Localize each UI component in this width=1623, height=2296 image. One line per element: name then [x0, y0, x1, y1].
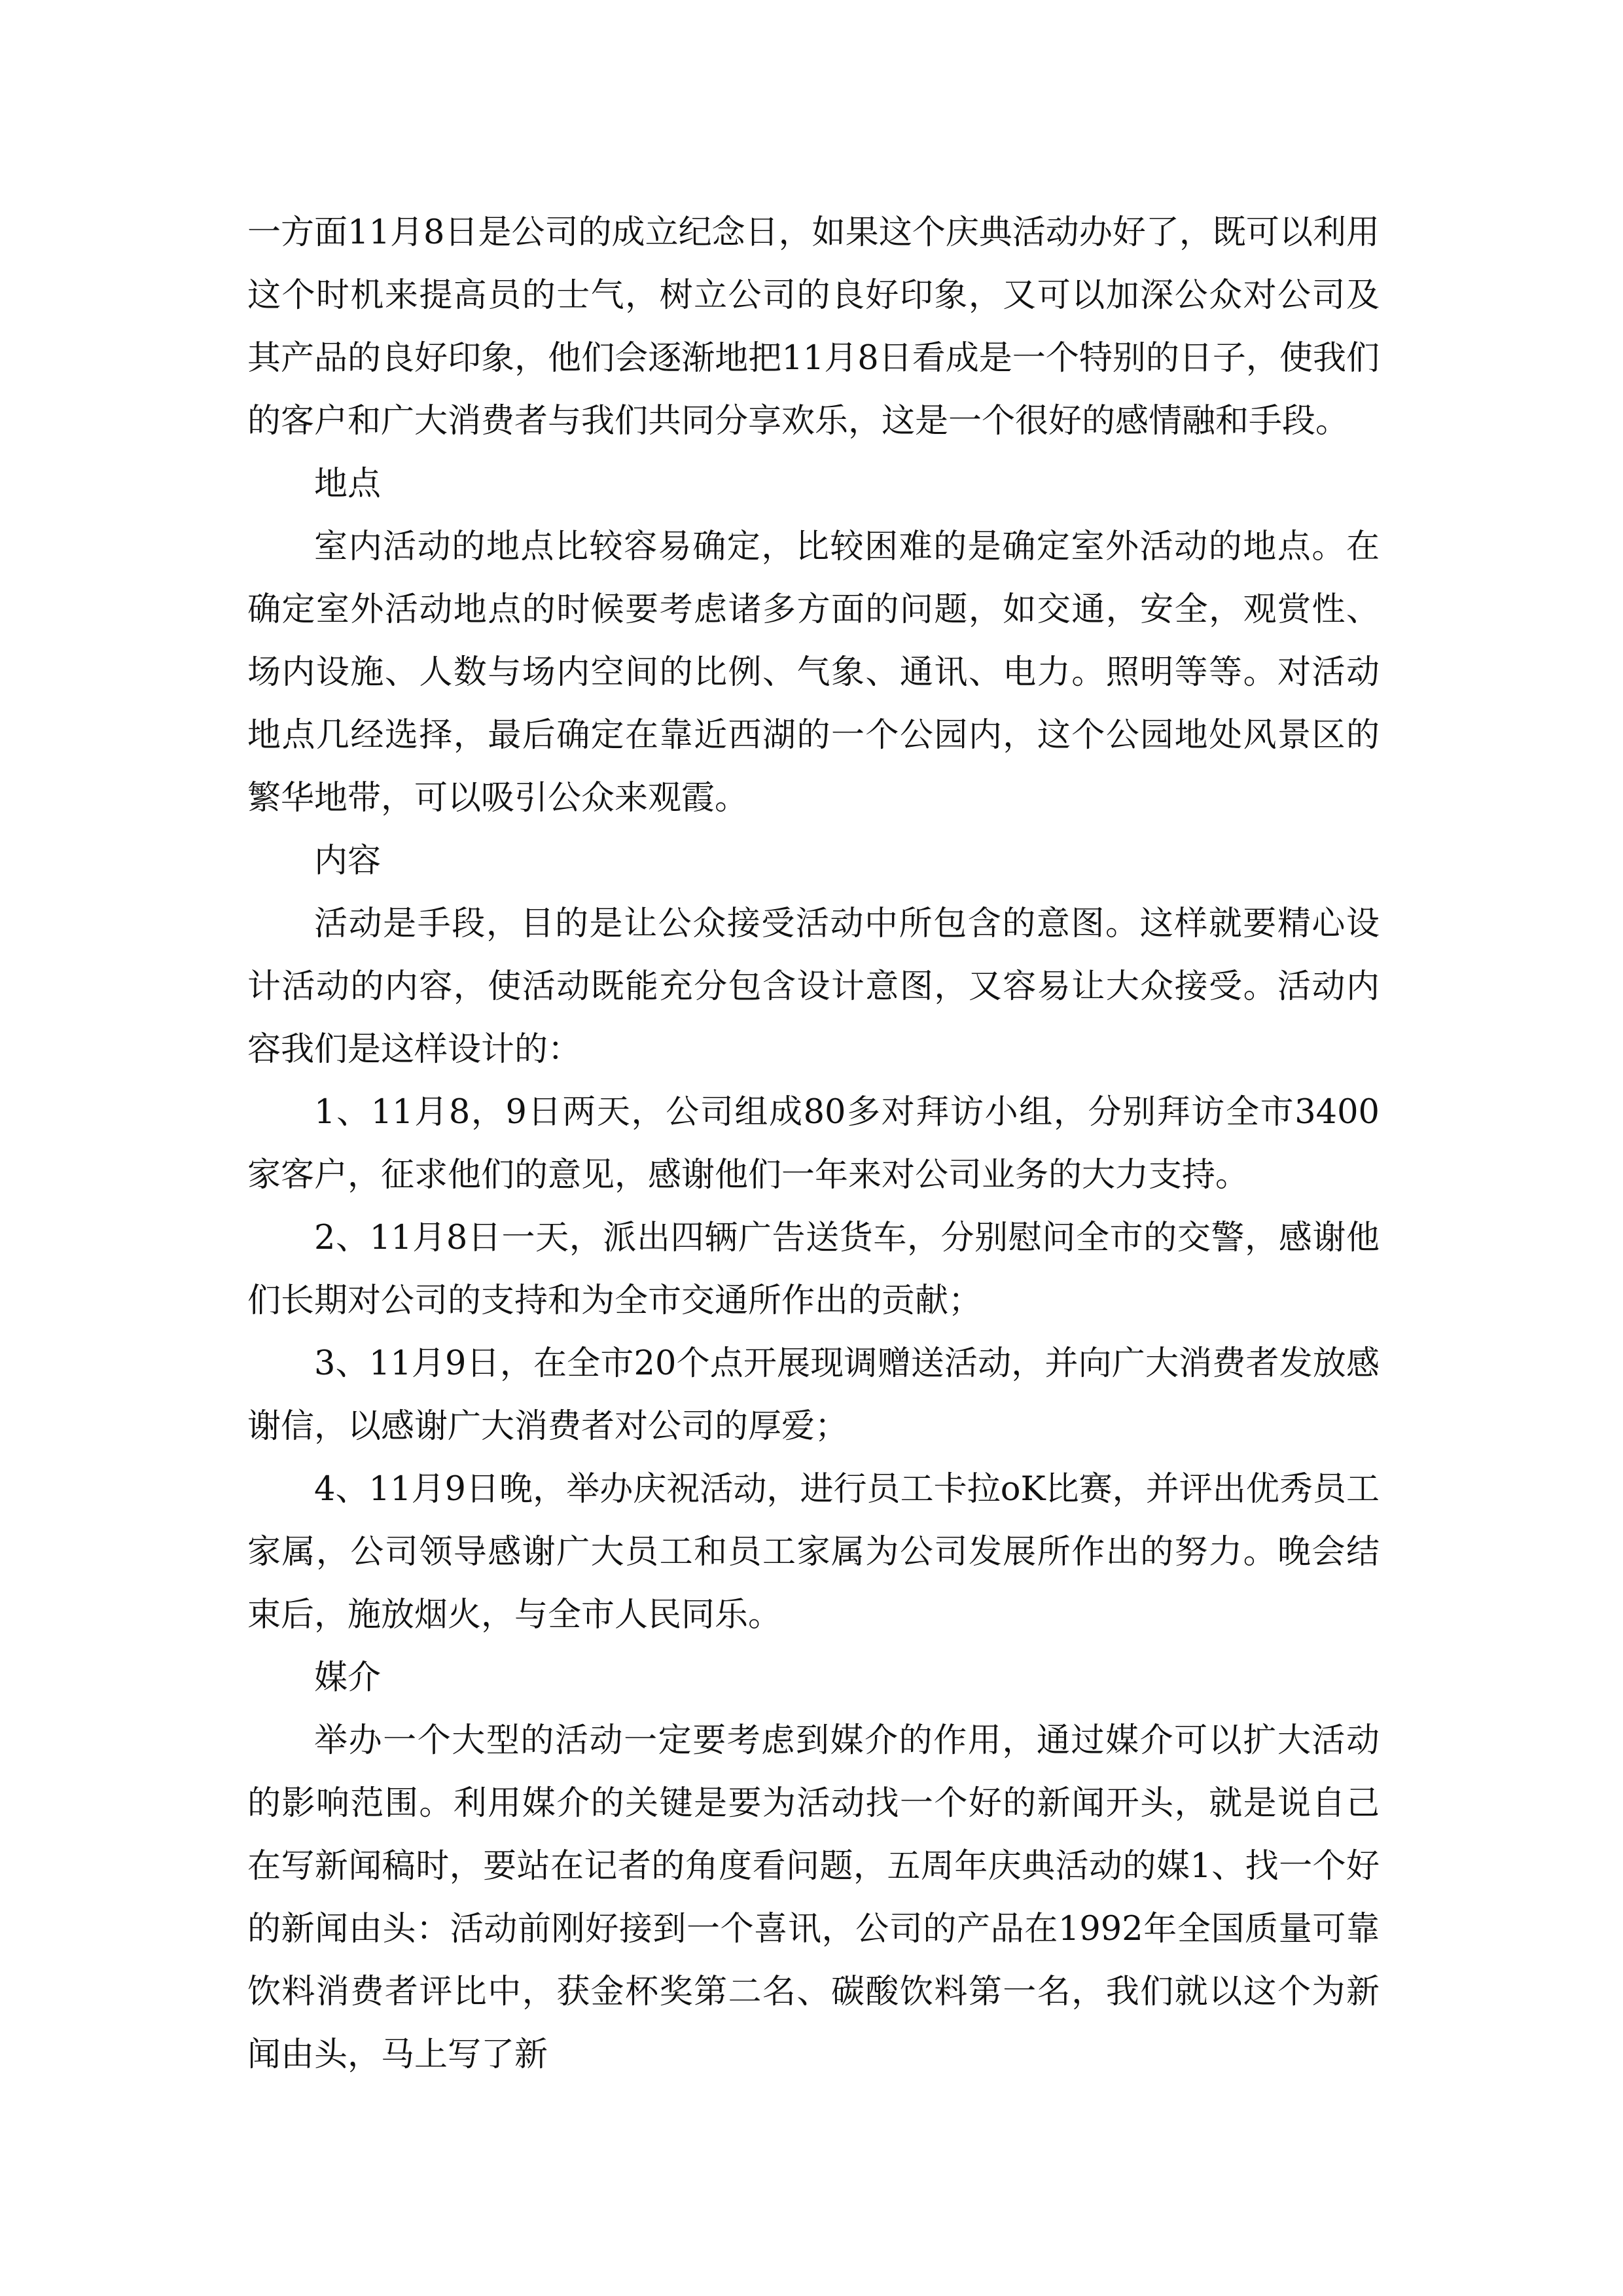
section-heading-location: 地点	[314, 465, 382, 503]
section-heading-content: 内容	[314, 842, 382, 880]
section-heading-media: 媒介	[314, 1659, 382, 1697]
list-item: 1、11月8，9日两天，公司组成80多对拜访小组，分别拜访全市3400家客户，征求他们的意见，感谢他们一年来对公司业务的大力支持。	[247, 1093, 1380, 1194]
document-body	[247, 202, 1380, 2087]
body-paragraph: 一方面11月8日是公司的成立纪念日，如果这个庆典活动办好了，既可以利用这个时机来提高员的士气，树立公司的良好印象，又可以加深公众对公司及其产品的良好印象，他们会逐渐地把11月8日看成是一个特别的日子，使我们的客户和广大消费者与我们共同分享欢乐，这是一个很好的感情融和手段。	[247, 213, 1380, 440]
list-item: 2、11月8日一天，派出四辆广告送货车，分别慰问全市的交警，感谢他们长期对公司的支持和为全市交通所作出的贡献；	[247, 1219, 1380, 1320]
body-paragraph: 举办一个大型的活动一定要考虑到媒介的作用，通过媒介可以扩大活动的影响范围。利用媒介的关键是要为活动找一个好的新闻开头，就是说自己在写新闻稿时，要站在记者的角度看问题，五周年庆典活动的媒1、找一个好的新闻由头：活动前刚好接到一个喜讯，公司的产品在1992年全国质量可靠饮料消费者评比中，获金杯奖第二名、碳酸饮料第一名，我们就以这个为新闻由头，马上写了新	[247, 1721, 1380, 2074]
body-paragraph: 活动是手段，目的是让公众接受活动中所包含的意图。这样就要精心设计活动的内容，使活动既能充分包含设计意图，又容易让大众接受。活动内容我们是这样设计的：	[247, 905, 1380, 1069]
list-item: 3、11月9日，在全市20个点开展现调赠送活动，并向广大消费者发放感谢信，以感谢广大消费者对公司的厚爱；	[247, 1344, 1380, 1446]
body-paragraph: 室内活动的地点比较容易确定，比较困难的是确定室外活动的地点。在确定室外活动地点的时候要考虑诸多方面的问题，如交通，安全，观赏性、场内设施、人数与场内空间的比例、气象、通讯、电力。照明等等。对活动地点几经选择，最后确定在靠近西湖的一个公园内，这个公园地处风景区的繁华地带，可以吸引公众来观霞。	[247, 528, 1380, 817]
list-item: 4、11月9日晚，举办庆祝活动，进行员工卡拉oK比赛，并评出优秀员工家属，公司领导感谢广大员工和员工家属为公司发展所作出的努力。晚会结束后，施放烟火，与全市人民同乐。	[247, 1470, 1380, 1634]
